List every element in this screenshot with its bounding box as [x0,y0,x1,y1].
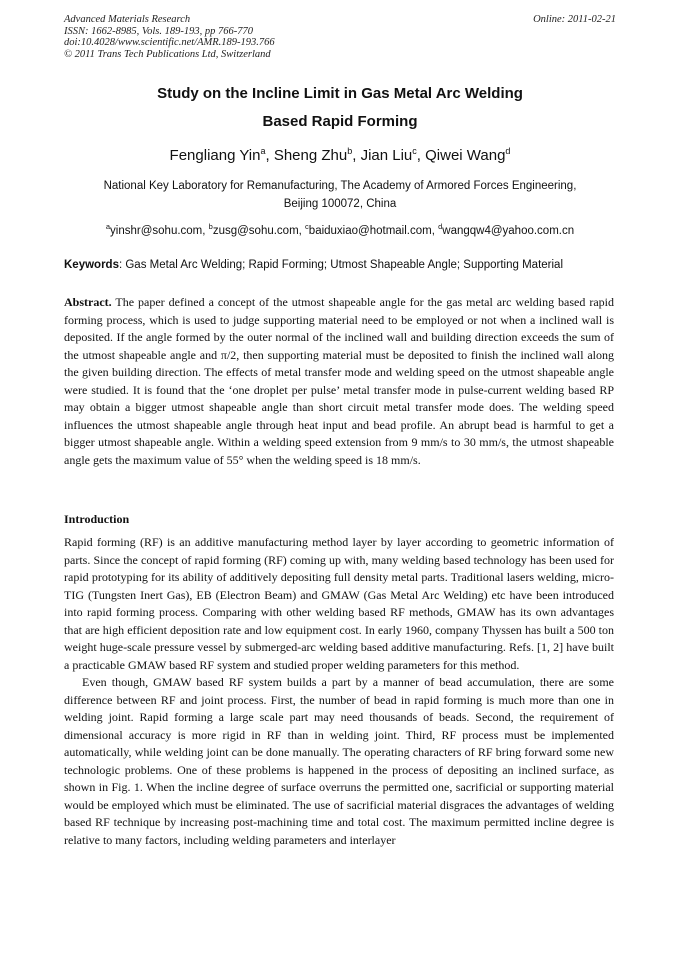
paragraph: Rapid forming (RF) is an additive manufacturing method layer by layer according to geometric information of parts. Since the concept of rapid forming (RF) coming up with, many welding based technology has been used for rapid prototyping for its ability of additively depositing full density metal parts. Traditional lasers welding, micro-TIG (Tungsten Inert Gas), EB (Electron Beam) and GMAW (Gas Metal Arc Welding) etc have been introduced into rapid forming process. Comparing with other welding based RF methods, GMAW has its own advantages that are high efficient deposition rate and low equipment cost. In early 1960, company Thyssen has built a 500 ton weight huge-scale pressure vessel by submerged-arc welding based additive manufacturing. Refs. [1, 2] have built a practicable GMAW based RF system and studied proper welding parameters for this method. [64,535,614,672]
online-date: Online: 2011-02-21 [533,14,616,25]
issn-line: ISSN: 1662-8985, Vols. 189-193, pp 766-770 [64,25,253,37]
journal-name: Advanced Materials Research [64,14,191,25]
email-mark: c [305,222,309,231]
email-mark: b [208,222,213,231]
keywords-label: Keywords [64,259,119,271]
doi-line: doi:10.4028/www.scientific.net/AMR.189-193.766 [64,37,275,48]
affiliation-line-1: National Key Laboratory for Remanufacturing, The Academy of Armored Forces Engineering, [103,180,577,192]
paragraph: Even though, GMAW based RF system builds a part by a manner of bead accumulation, there are some difference between RF and joint process. First, the number of bead in rapid forming is much more than one in welding joint. Rapid forming a large scale part may need thousands of beads. Second, the requirement of dimensional accuracy is more rigid in RF than in welding joint. Third, RF process must be implemented automatically, while welding joint can be done manually. The operating characters of RF bring forward some new technologic problems. One of these problems is happened in the process of depositing an inclined surface, as shown in Fig. 1. When the incline degree of surface overruns the permitted one, sacrificial or supporting material would be employed which must be eliminated. The use of sacrificial material disgraces the advantages of welding based RF technique by increasing post-machining time and total cost. The maximum permitted incline degree is relative to many factors, including welding parameters and interlayer [64,675,614,847]
email-address[interactable]: zusg@sohu.com [212,224,299,237]
title-line-2: Based Rapid Forming [262,113,418,130]
author-mark: d [505,146,511,156]
journal-header [64,14,616,60]
author-name: Jian Liu [360,147,413,164]
email-mark: a [105,222,111,231]
author-mark: b [347,146,353,156]
author-name: Fengliang Yin [169,147,261,164]
email-address[interactable]: yinshr@sohu.com [110,224,203,237]
email-mark: d [438,222,443,231]
abstract [64,294,614,469]
abstract-label: Abstract. [64,295,112,309]
abstract-text: The paper defined a concept of the utmost shapeable angle for the gas metal arc welding based rapid forming process, which is used to judge supporting material need to be employed or not when a inclined wall is deposited. If the angle formed by the outer normal of the inclined wall and building direction exceeds the sum of the utmost shapeable angle and π/2, then supporting material must be deposited to finish the inclined wall along the given building direction. The effects of metal transfer mode and welding speed on the utmost shapeable angle were studied. It is found that the ‘one droplet per pulse’ metal transfer mode in pulse-current welding based RP may obtain a bigger utmost shapeable angle than short circuit metal transfer mode does. The welding speed influences the utmost shapeable angle through heat input and bead profile. An abrupt bead is harmful to get a bigger utmost shapeable angle. Within a welding speed extension from 9 mm/s to 30 mm/s, the utmost shapeable angle gets the maximum value of 55° when the welding speed is 18 mm/s. [64,295,614,467]
email-address[interactable]: baiduxiao@hotmail.com [308,224,432,237]
paper-title [64,80,616,136]
affiliation [64,177,616,213]
title-line-1: Study on the Incline Limit in Gas Metal Arc Welding [157,85,523,102]
author-name: Sheng Zhu [273,147,348,164]
affiliation-line-2: Beijing 100072, China [283,198,397,210]
author-mark: c [412,146,417,156]
keywords [64,257,616,273]
email-address[interactable]: wangqw4@yahoo.com.cn [442,224,575,237]
introduction-body [64,534,614,849]
email-list: $^a$yinshr@sohu.com, $^b$zusg@sohu.com, $^c$baiduxiao@hotmail.com, $^d$wangqw4@yahoo.com.cn [105,222,575,237]
section-heading-introduction: Introduction [64,512,130,526]
author-list: Fengliang Yin$^a$, Sheng Zhu$^b$, Jian Liu$^c$, Qiwei Wang$^d$ [169,146,511,164]
keywords-text: : Gas Metal Arc Welding; Rapid Forming; Utmost Shapeable Angle; Supporting Material [118,259,564,271]
author-mark: a [260,146,266,156]
copyright-line: © 2011 Trans Tech Publications Ltd, Switzerland [64,48,271,60]
author-name: Qiwei Wang [425,147,506,164]
